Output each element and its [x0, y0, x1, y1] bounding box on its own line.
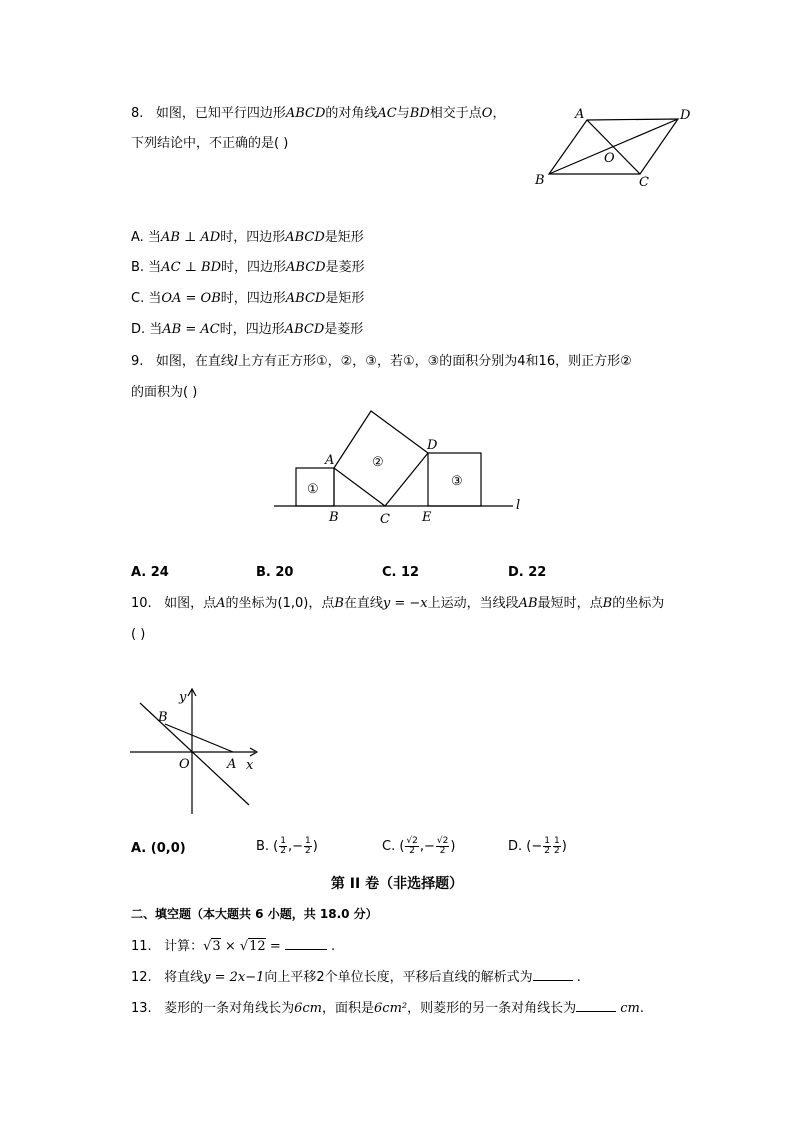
label-c: C: [639, 175, 649, 190]
q8-option-a[interactable]: A. 当AB ⊥ AD时，四边形ABCD是矩形: [131, 230, 364, 245]
label-a: A: [227, 757, 237, 772]
q10-stem-line2: ( ): [131, 627, 146, 642]
q9-squares-figure: [270, 405, 530, 525]
question-number: 13.: [131, 1001, 152, 1016]
q9-option-d[interactable]: D. 22: [508, 565, 547, 580]
q10-option-a[interactable]: A. (0,0): [131, 841, 186, 856]
label-a: A: [325, 453, 335, 468]
label-e: E: [422, 510, 432, 525]
answer-blank[interactable]: [576, 1001, 616, 1012]
label-o: O: [604, 151, 615, 166]
q8-stem-line2: 下列结论中，不正确的是( ): [131, 136, 289, 151]
q12-stem: 12. 将直线y = 2x−1向上平移2个单位长度，平移后直线的解析式为 .: [131, 970, 581, 985]
fraction: $\frac{1}{2}$: [544, 836, 550, 856]
q11-stem: 11. 计算：√3 × √12 = .: [131, 939, 336, 954]
answer-blank[interactable]: [533, 970, 573, 981]
q8-stem-line1: 8. 如图，已知平行四边形ABCD的对角线AC与BD相交于点O，: [131, 106, 506, 121]
label-d: D: [427, 438, 438, 453]
fraction: $\frac{1}{2}$: [305, 836, 311, 856]
q13-stem: 13. 菱形的一条对角线长为6cm，面积是6cm²，则菱形的另一条对角线长为 cm.: [131, 1001, 645, 1016]
label-l: l: [516, 498, 521, 513]
label-y: y: [179, 690, 187, 705]
label-b: B: [158, 710, 168, 725]
q10-stem-line1: 10. 如图，点A的坐标为(1,0)，点B在直线y = −x上运动，当线段AB最短时，点B的坐标为: [131, 596, 665, 611]
question-number: 11.: [131, 939, 152, 954]
q9-option-a[interactable]: A. 24: [131, 565, 169, 580]
q10-option-d[interactable]: D. (− $\frac{1}{2}$ $\frac{1}{2}$ ): [508, 836, 567, 856]
line-y-equals-neg-x: [140, 703, 249, 805]
label-square-1: ①: [307, 482, 319, 497]
q9-option-c[interactable]: C. 12: [382, 565, 420, 580]
sqrt-3: √3: [203, 939, 221, 954]
question-number: 9.: [131, 354, 144, 369]
label-x: x: [246, 758, 254, 773]
q10-coordinate-figure: [125, 685, 270, 820]
q9-stem-line1: 9. 如图，在直线l上方有正方形①，②，③，若①，③的面积分别为4和16，则正方形②: [131, 354, 632, 369]
q9-option-b[interactable]: B. 20: [256, 565, 294, 580]
q8-option-d[interactable]: D. 当AB = AC时，四边形ABCD是菱形: [131, 322, 364, 337]
label-o: O: [179, 757, 190, 772]
question-number: 10.: [131, 596, 152, 611]
label-c: C: [380, 512, 390, 527]
label-a: A: [575, 107, 585, 122]
label-square-2: ②: [372, 455, 384, 470]
fraction: $\frac{√2}{2}$: [436, 836, 449, 856]
section-title: 第 II 卷（非选择题）: [330, 876, 464, 892]
q8-parallelogram-figure: [520, 100, 700, 195]
fraction: $\frac{1}{2}$: [280, 836, 286, 856]
label-b: B: [535, 173, 545, 188]
label-d: D: [680, 108, 691, 123]
q10-option-c[interactable]: C. ( $\frac{√2}{2}$ ,− $\frac{√2}{2}$ ): [382, 836, 456, 856]
question-number: 8.: [131, 106, 144, 121]
q9-stem-line2: 的面积为( ): [131, 385, 198, 400]
label-b: B: [329, 510, 339, 525]
section-subtitle: 二、填空题（本大题共 6 小题，共 18.0 分）: [131, 907, 378, 921]
label-square-3: ③: [451, 474, 463, 489]
question-number: 12.: [131, 970, 152, 985]
segment-ab: [165, 724, 233, 752]
sqrt-12: √12: [239, 939, 266, 954]
q8-option-c[interactable]: C. 当OA = OB时，四边形ABCD是矩形: [131, 291, 365, 306]
q8-option-b[interactable]: B. 当AC ⊥ BD时，四边形ABCD是菱形: [131, 260, 365, 275]
q10-option-b[interactable]: B. ( $\frac{1}{2}$ ,− $\frac{1}{2}$ ): [256, 836, 318, 856]
fraction: $\frac{1}{2}$: [553, 836, 560, 856]
answer-blank[interactable]: [285, 939, 327, 950]
fraction: $\frac{√2}{2}$: [406, 836, 418, 856]
